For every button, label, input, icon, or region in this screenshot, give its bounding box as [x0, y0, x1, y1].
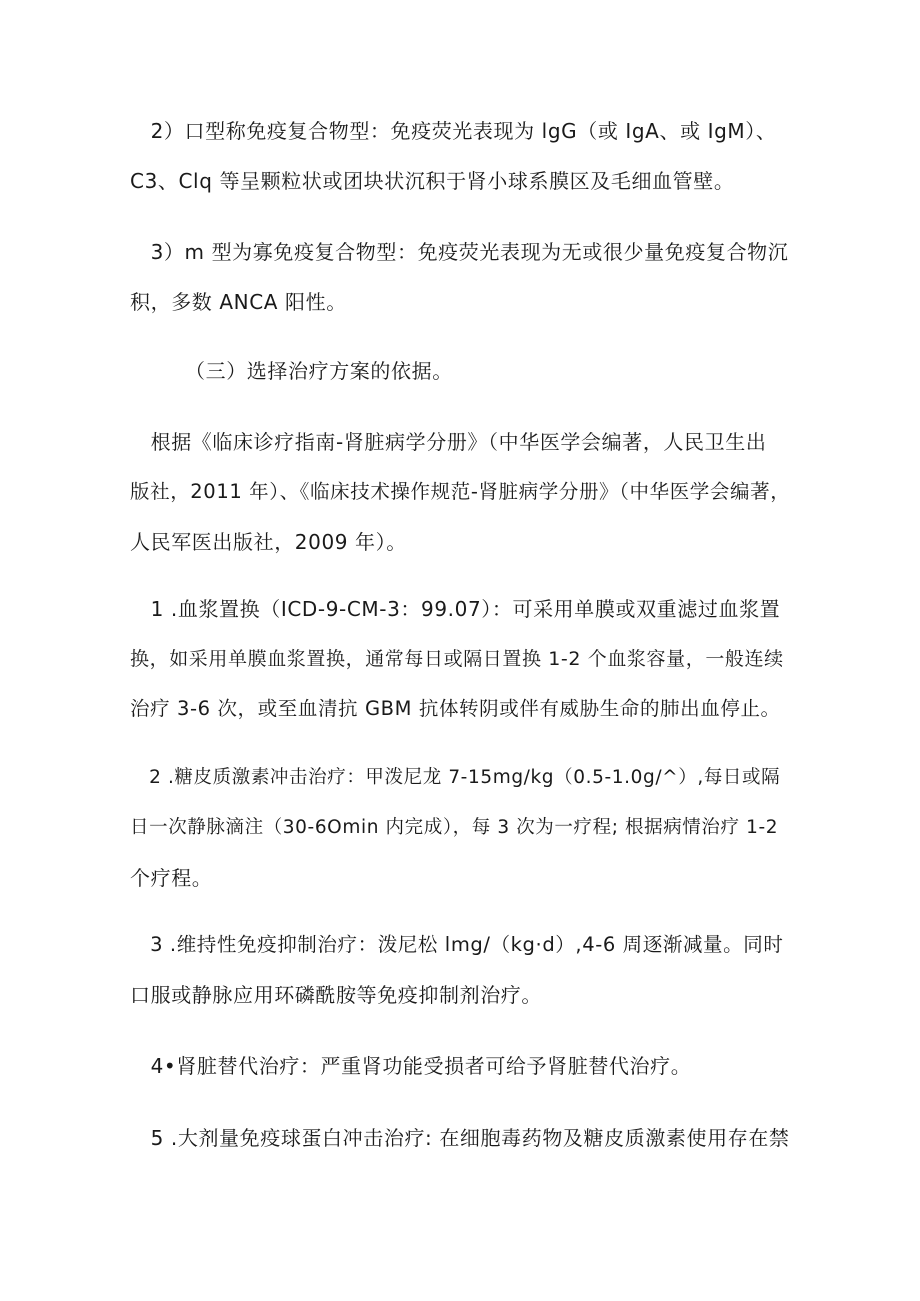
paragraph-item2	[130, 753, 790, 903]
text-line: 1 .血浆置换（ICD-9-CM-3：99.07）：可采用单膜或双重滤过血浆置	[130, 597, 781, 621]
text-line: 日一次静脉滴注（30-6Omin 内完成），每 3 次为一疗程; 根据病情治疗 1-2	[130, 817, 779, 838]
text-line: （三）选择治疗方案的依据。	[185, 359, 453, 383]
paragraph-item4	[130, 1041, 790, 1091]
text-line: 3）m 型为寡免疫复合物型：免疫荧光表现为无或很少量免疫复合物沉	[130, 240, 789, 264]
paragraph-item5	[130, 1113, 790, 1163]
text-line: 个疗程。	[130, 866, 213, 890]
paragraph-type3	[130, 227, 790, 327]
text-line: 根据《临床诊疗指南-肾脏病学分册》（中华医学会编著，人民卫生出	[130, 430, 767, 454]
text-line: 2）口型称免疫复合物型：免疫荧光表现为 lgG（或 IgA、或 IgM）、	[130, 119, 777, 143]
section-heading	[185, 346, 845, 396]
text-line: 2 .糖皮质激素冲击治疗：甲泼尼龙 7-15mg∕kg（0.5-1.0g∕^）,每日或隔	[130, 767, 781, 788]
text-line: 口服或静脉应用环磷酰胺等免疫抑制剂治疗。	[130, 983, 542, 1007]
text-line: 治疗 3-6 次，或至血清抗 GBM 抗体转阴或伴有威胁生命的肺出血停止。	[130, 697, 781, 720]
text-line: 3 .维持性免疫抑制治疗：泼尼松 lmg/（kg·d）,4-6 周逐渐减量。同时	[130, 933, 784, 956]
paragraph-item1	[130, 584, 790, 734]
text-line: 换，如采用单膜血浆置换，通常每日或隔日置换 1-2 个血浆容量，一般连续	[130, 648, 784, 670]
text-line: 5 .大剂量免疫球蛋白冲击治疗: 在细胞毒药物及糖皮质激素使用存在禁	[130, 1126, 790, 1150]
text-line: C3、Clq 等呈颗粒状或团块状沉积于肾小球系膜区及毛细血管壁。	[130, 169, 735, 193]
paragraph-basis	[130, 417, 790, 567]
text-line: 积，多数 ANCA 阳性。	[130, 290, 347, 314]
text-line: 版社，2011 年）、《临床技术操作规范-肾脏病学分册》（中华医学会编著，	[130, 480, 791, 503]
paragraph-item3	[130, 920, 790, 1020]
text-line: 4•肾脏替代治疗：严重肾功能受损者可给予肾脏替代治疗。	[130, 1054, 692, 1078]
text-line: 人民军医出版社，2009 年）。	[130, 530, 407, 554]
paragraph-type2	[130, 106, 790, 206]
